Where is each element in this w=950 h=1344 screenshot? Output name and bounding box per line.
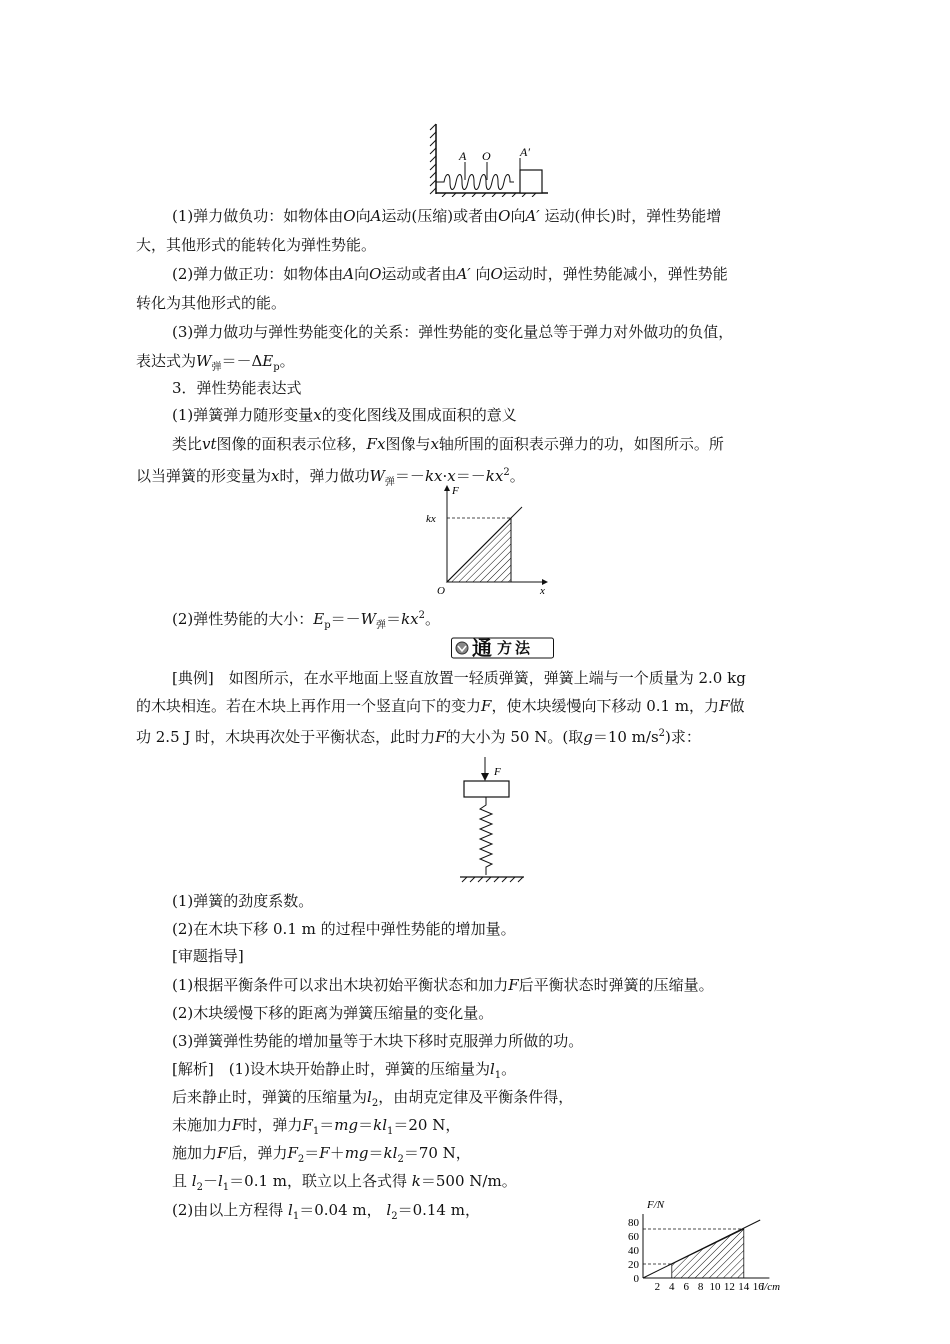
spring-coil	[480, 797, 492, 875]
x-tick-label: 8	[697, 1281, 704, 1293]
method-badge	[451, 636, 554, 660]
solution-3: 未施加力F时，弹力$F_1=mg=kl_1=20$ N，	[172, 1116, 461, 1137]
guide-2: (2)木块缓慢下移的距离为弹簧压缩量的变化量。	[172, 1004, 494, 1022]
p2-line2: 转化为其他形式的能。	[136, 294, 287, 312]
solution-5: 且 $l_2-l_1=0.1$ m，联立以上各式得 k＝500 N/m。	[172, 1172, 517, 1193]
guide-heading: [审题指导]	[172, 947, 244, 965]
question-1: (1)弹簧的劲度系数。	[172, 892, 314, 910]
guide-3: (3)弹簧弹性势能的增加量等于木块下移时克服弹力所做的功。	[172, 1032, 584, 1050]
x-axis-label: l/cm	[761, 1281, 781, 1293]
p1-line1: (1)弹力做负功：如物体由O向A运动(压缩)或者由O向A′ 运动(伸长)时，弹性势能增	[172, 207, 722, 225]
vertical-spring-figure	[458, 755, 528, 885]
example-line1: [典例] 如图所示，在水平地面上竖直放置一轻质弹簧，弹簧上端与一个质量为 2.0 kg	[172, 669, 746, 687]
x-tick-label: 16	[752, 1281, 764, 1293]
y-axis-label: F/N	[647, 1199, 665, 1211]
x-tick-label: 10	[709, 1281, 721, 1293]
p2-line1: (2)弹力做正功：如物体由A向O运动或者由A′ 向O运动时，弹性势能减小，弹性势能	[172, 265, 728, 283]
spring-wall-figure	[428, 122, 552, 197]
y-tick-label: 60	[628, 1231, 639, 1243]
x-tick-label: 4	[669, 1281, 675, 1293]
solution-2: 后来静止时，弹簧的压缩量为$l_2$，由胡克定律及平衡条件得，	[172, 1088, 574, 1109]
p4-line1: 类比vt图像的面积表示位移，Fx图像与x轴所围的面积表示弹力的功，如图所示。所	[172, 435, 724, 453]
label-kx: kx	[426, 513, 436, 525]
axis-label-x: x	[540, 585, 545, 597]
force-displacement-graph	[424, 482, 552, 598]
axis-label-F: F	[452, 485, 459, 497]
section3-heading: 3．弹性势能表达式	[172, 379, 302, 397]
block	[520, 170, 542, 193]
x-tick-label: 6	[683, 1281, 689, 1293]
label-A-prime: A′	[520, 145, 530, 159]
y-tick-label: 80	[628, 1217, 639, 1229]
p4-line2: 以当弹簧的形变量为x时，弹力做功$W_弹=-kx\cdot x=-kx^2$。	[136, 467, 525, 488]
block	[464, 781, 509, 797]
example-line2: 的木块相连。若在木块上再作用一个竖直向下的变力F，使木块缓慢向下移动 0.1 m，力F做	[136, 697, 745, 715]
y-tick-label: 40	[628, 1245, 639, 1257]
label-O: O	[482, 149, 491, 163]
x-tick-label: 12	[723, 1281, 735, 1293]
badge-big-char: 通	[472, 636, 492, 660]
section3-sub1: (1)弹簧弹力随形变量x的变化图线及围成面积的意义	[172, 406, 517, 424]
force-label-F: F	[494, 766, 501, 778]
p3-line1: (3)弹力做功与弹性势能变化的关系：弹性势能的变化量总等于弹力对外做功的负值，	[172, 323, 734, 341]
label-A: A	[459, 149, 467, 163]
spring-coil	[436, 175, 514, 190]
force-compression-chart	[612, 1198, 792, 1296]
solution-4: 施加力F后，弹力$F_2=F+mg=kl_2=70$ N，	[172, 1144, 471, 1165]
y-tick-label: 0	[633, 1273, 639, 1285]
y-tick-label: 20	[628, 1259, 639, 1271]
origin-label: O	[437, 585, 445, 597]
solution-1: [解析] (1)设木块开始静止时，弹簧的压缩量为$l_1$。	[172, 1060, 517, 1081]
example-line3: 功 2.5 J 时，木块再次处于平衡状态，此时力F的大小为 50 N。(取g＝10 $m/s^2$)求：	[136, 728, 701, 746]
solution-6: (2)由以上方程得 $l_1=0.04$ m， $l_2=0.14$ m，	[172, 1201, 480, 1222]
p1-line2: 大，其他形式的能转化为弹性势能。	[136, 236, 377, 254]
guide-1: (1)根据平衡条件可以求出木块初始平衡状态和加力F后平衡状态时弹簧的压缩量。	[172, 976, 714, 994]
x-tick-label: 2	[654, 1281, 661, 1293]
p5-line: (2)弹性势能的大小：$E_p=-W_弹=kx^2$。	[172, 610, 441, 631]
badge-text: 方法	[497, 639, 534, 657]
p3-line2: 表达式为$W_弹=-\Delta E_p$。	[136, 352, 295, 373]
work-area	[672, 1229, 744, 1278]
x-tick-label: 14	[738, 1281, 750, 1293]
question-2: (2)在木块下移 0.1 m 的过程中弹性势能的增加量。	[172, 920, 516, 938]
